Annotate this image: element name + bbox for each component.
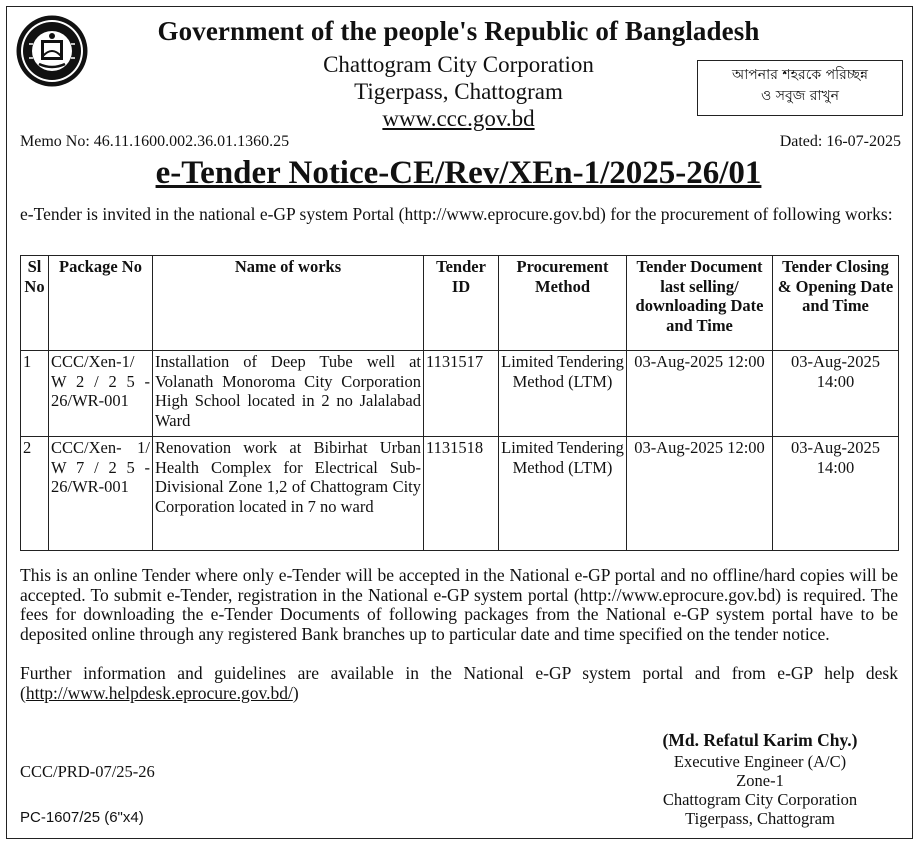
government-title: Government of the people's Republic of Bangladesh xyxy=(157,16,760,46)
further-info-text: Further information and guidelines are available in the National e-GP system portal and from e-GP help desk ( xyxy=(20,663,898,703)
cell-doc-date: 03-Aug-2025 12:00 xyxy=(627,351,773,437)
cell-works: Renovation work at Bibirhat Urban Health Complex for Electrical Sub-Divisional Zone 1,2 of Chattogram City Corporation located in 7 no ward xyxy=(153,437,424,551)
tender-table xyxy=(20,255,899,551)
cell-doc-date: 03-Aug-2025 12:00 xyxy=(627,437,773,551)
cell-package: CCC/Xen-1/ W 2 / 2 5 - 26/WR-001 xyxy=(49,351,153,437)
header-doc-date: Tender Document last selling/ downloading Date and Time xyxy=(627,256,773,351)
header-sl: Sl No xyxy=(21,256,49,351)
table-header-row xyxy=(21,256,899,351)
pc-number: PC-1607/25 (6"x4) xyxy=(20,809,144,826)
further-info-end: ) xyxy=(292,682,299,703)
slogan-line-2: ও সবুজ রাখুন xyxy=(760,88,840,104)
slogan-line-1: আপনার শহরকে পরিচ্ছন্ন xyxy=(731,67,869,83)
helpdesk-link[interactable]: http://www.helpdesk.eprocure.gov.bd/ xyxy=(25,682,293,703)
cell-sl: 1 xyxy=(21,351,49,437)
signatory-name: (Md. Refatul Karim Chy.) xyxy=(662,730,858,750)
cell-tender-id: 1131517 xyxy=(424,351,499,437)
table-row xyxy=(21,351,899,437)
signatory-organization: Chattogram City Corporation xyxy=(662,790,858,809)
further-info-paragraph xyxy=(20,664,898,703)
memo-number: Memo No: 46.11.1600.002.36.01.1360.25 xyxy=(20,133,290,150)
signatory-address: Tigerpass, Chattogram xyxy=(685,809,835,828)
intro-paragraph: e-Tender is invited in the national e-GP system Portal (http://www.eprocure.gov.bd) for the procurement of following works: xyxy=(20,204,893,224)
cell-closing: 03-Aug-2025 14:00 xyxy=(773,437,899,551)
cell-tender-id: 1131518 xyxy=(424,437,499,551)
header-method: Procurement Method xyxy=(499,256,627,351)
website-link[interactable]: www.ccc.gov.bd xyxy=(382,106,535,131)
organization-address: Tigerpass, Chattogram xyxy=(354,79,563,104)
cell-closing: 03-Aug-2025 14:00 xyxy=(773,351,899,437)
cell-method: Limited Tendering Method (LTM) xyxy=(499,351,627,437)
table-row xyxy=(21,437,899,551)
notice-date: Dated: 16-07-2025 xyxy=(779,133,901,150)
organization-name: Chattogram City Corporation xyxy=(323,52,594,77)
signatory-designation: Executive Engineer (A/C) xyxy=(673,752,847,771)
header-closing: Tender Closing & Opening Date and Time xyxy=(773,256,899,351)
online-tender-paragraph: This is an online Tender where only e-Tender will be accepted in the National e-GP portal and no offline/hard copies will be accepted. To submit e-Tender, registration in the National e-GP system portal (http://www.eprocure.gov.bd) is required. The fees for downloading the e-Tender Documents of following packages from the National e-GP system portal have to be deposited online through any registered Bank branches up to particular date and time specified on the tender notice. xyxy=(20,565,898,644)
header-works: Name of works xyxy=(153,256,424,351)
cell-method: Limited Tendering Method (LTM) xyxy=(499,437,627,551)
slogan-box xyxy=(697,60,903,116)
cell-sl: 2 xyxy=(21,437,49,551)
notice-title: e-Tender Notice-CE/Rev/XEn-1/2025-26/01 xyxy=(155,155,762,191)
signatory-zone: Zone-1 xyxy=(736,771,784,790)
cell-package: CCC/Xen- 1/ W 7 / 2 5 - 26/WR-001 xyxy=(49,437,153,551)
header-tender-id: Tender ID xyxy=(424,256,499,351)
cell-works: Installation of Deep Tube well at Volanath Monoroma City Corporation High School located in 2 no Jalalabad Ward xyxy=(153,351,424,437)
reference-number: CCC/PRD-07/25-26 xyxy=(20,762,155,781)
header-package: Package No xyxy=(49,256,153,351)
